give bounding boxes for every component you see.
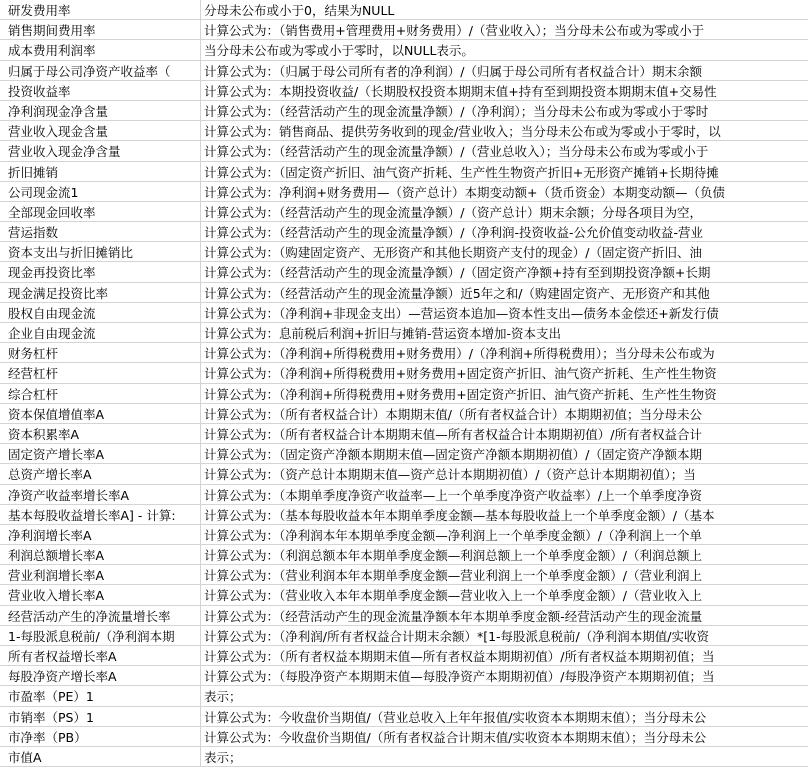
formula-cell[interactable]: 计算公式为：（归属于母公司所有者的净利润）/（归属于母公司所有者权益合计）期末余额 xyxy=(204,63,702,79)
metric-name-cell[interactable]: 综合杠杆 xyxy=(0,384,201,403)
table-row xyxy=(0,141,808,161)
table-row xyxy=(0,283,808,303)
formula-cell[interactable]: 计算公式为：（经营活动产生的现金流量净额）近5年之和/（购建固定资产、无形资产和其他 xyxy=(204,285,710,301)
metric-name-cell[interactable]: 股权自由现金流 xyxy=(0,303,201,322)
table-row xyxy=(0,444,808,464)
table-row xyxy=(0,182,808,202)
metric-name-cell[interactable]: 所有者权益增长率A xyxy=(0,646,201,665)
formula-cell[interactable]: 分母未公布或小于0，结果为NULL xyxy=(204,3,395,18)
formula-cell[interactable]: 计算公式为：（所有者权益合计本期期末值—所有者权益合计本期期初值）/所有者权益合计 xyxy=(204,426,702,442)
metric-name-cell[interactable]: 市净率（PB） xyxy=(0,727,201,746)
metric-name-cell[interactable]: 资本积累率A xyxy=(0,424,201,443)
metric-name-cell[interactable]: 营运指数 xyxy=(0,222,201,241)
table-row xyxy=(0,545,808,565)
formula-cell[interactable]: 计算公式为：（营业收入本年本期单季度金额—营业收入上一个单季度金额）/（营业收入上 xyxy=(204,588,702,604)
formula-cell[interactable]: 计算公式为：今收盘价当期值/（营业总收入上年年报值/实收资本本期期末值）；当分母未公 xyxy=(204,709,707,725)
metric-name-cell[interactable]: 固定资产增长率A xyxy=(0,444,201,463)
metric-name-cell[interactable]: 市盈率（PE）1 xyxy=(0,686,201,705)
formula-cell[interactable]: 计算公式为：（经营活动产生的现金流量净额）/（净利润-投资收益-公允价值变动收益-营业 xyxy=(204,225,703,241)
table-row xyxy=(0,343,808,363)
metric-name-cell[interactable]: 研发费用率 xyxy=(0,0,201,19)
metric-name-cell[interactable]: 营业利润增长率A xyxy=(0,565,201,584)
formula-cell[interactable]: 计算公式为：（经营活动产生的现金流量净额）/（固定资产净额+持有至到期投资净额+长期 xyxy=(204,265,711,281)
formula-cell[interactable]: 计算公式为：（营业利润本年本期单季度金额—营业利润上一个单季度金额）/（营业利润上 xyxy=(204,568,702,584)
metric-name-cell[interactable]: 企业自由现金流 xyxy=(0,323,201,342)
table-row xyxy=(0,222,808,242)
formula-cell[interactable]: 计算公式为：（净利润/所有者权益合计期末余额）*[1-每股派息税前/（净利润本期值/实收资 xyxy=(204,628,709,644)
formula-cell[interactable]: 计算公式为：（销售费用+管理费用+财务费用）/（营业收入）；当分母未公布或为零或小于 xyxy=(204,23,705,39)
formula-cell[interactable]: 当分母未公布或为零或小于零时，以NULL表示。 xyxy=(204,43,474,59)
table-row xyxy=(0,101,808,121)
table-row xyxy=(0,202,808,222)
table-row xyxy=(0,61,808,81)
table-row xyxy=(0,606,808,626)
table-row xyxy=(0,626,808,646)
table-row xyxy=(0,303,808,323)
formula-cell[interactable]: 表示； xyxy=(204,689,242,705)
formula-cell[interactable]: 计算公式为：（固定资产净额本期期末值—固定资产净额本期期初值）/（固定资产净额本期 xyxy=(204,447,702,463)
metric-name-cell[interactable]: 基本每股收益增长率A] - 计算: xyxy=(0,505,201,524)
table-row xyxy=(0,666,808,686)
metric-name-cell[interactable]: 经营杠杆 xyxy=(0,363,201,382)
metric-name-cell[interactable]: 公司现金流1 xyxy=(0,182,201,201)
metric-name-cell[interactable]: 销售期间费用率 xyxy=(0,20,201,39)
table-row xyxy=(0,485,808,505)
table-row xyxy=(0,565,808,585)
formula-cell[interactable]: 计算公式为：（利润总额本年本期单季度金额—利润总额上一个单季度金额）/（利润总额上 xyxy=(204,548,702,564)
metric-name-cell[interactable]: 经营活动产生的净流量增长率 xyxy=(0,606,201,625)
formula-cell[interactable]: 计算公式为：本期投资收益/（长期股权投资本期期末值+持有至到期投资本期期末值+交易性 xyxy=(204,83,717,99)
formula-cell[interactable]: 计算公式为：（固定资产折旧、油气资产折耗、生产性生物资产折旧+无形资产摊销+长期待摊 xyxy=(204,164,719,180)
table-row xyxy=(0,323,808,343)
metric-name-cell[interactable]: 全部现金回收率 xyxy=(0,202,201,221)
metric-name-cell[interactable]: 1-每股派息税前/（净利润本期 xyxy=(0,626,201,645)
formula-cell[interactable]: 计算公式为：（购建固定资产、无形资产和其他长期资产支付的现金）/（固定资产折旧、油 xyxy=(204,245,702,261)
formula-cell[interactable]: 计算公式为：（所有者权益本期期末值—所有者权益本期期初值）/所有者权益本期期初值；当 xyxy=(204,649,715,664)
metric-name-cell[interactable]: 市值A xyxy=(0,747,201,766)
table-row xyxy=(0,505,808,525)
formula-cell[interactable]: 计算公式为：今收盘价当期值/（所有者权益合计期末值/实收资本本期期末值）；当分母未公 xyxy=(204,729,707,745)
formula-cell[interactable]: 计算公式为：（本期单季度净资产收益率—上一个单季度净资产收益率）/上一个单季度净资 xyxy=(204,487,702,503)
formula-cell[interactable]: 计算公式为：（经营活动产生的现金流量净额）/（净利润）；当分母未公布或为零或小于零时 xyxy=(204,103,709,119)
metric-name-cell[interactable]: 营业收入现金净含量 xyxy=(0,141,201,160)
table-row xyxy=(0,686,808,706)
formula-cell[interactable]: 计算公式为：（经营活动产生的现金流量净额）/（资产总计）期末余额；分母各项目为空， xyxy=(204,204,702,220)
formula-cell[interactable]: 计算公式为：（经营活动产生的现金流量净额本年本期单季度金额-经营活动产生的现金流量 xyxy=(204,608,703,624)
table-row xyxy=(0,262,808,282)
metric-name-cell[interactable]: 营业收入增长率A xyxy=(0,585,201,604)
table-row xyxy=(0,646,808,666)
metric-name-cell[interactable]: 财务杠杆 xyxy=(0,343,201,362)
formula-cell[interactable]: 计算公式为：销售商品、提供劳务收到的现金/营业收入；当分母未公布或为零或小于零时，以 xyxy=(204,124,721,140)
table-row xyxy=(0,40,808,60)
formula-cell[interactable]: 计算公式为：净利润+财务费用—（资产总计）本期变动额+（货币资金）本期变动额—（负债 xyxy=(204,184,725,200)
table-row xyxy=(0,525,808,545)
metric-name-cell[interactable]: 资本保值增值率A xyxy=(0,404,201,423)
table-row xyxy=(0,242,808,262)
table-row xyxy=(0,424,808,444)
metric-name-cell[interactable]: 市销率（PS）1 xyxy=(0,707,201,726)
formula-cell[interactable]: 计算公式为：（净利润+所得税费用+财务费用+固定资产折旧、油气资产折耗、生产性生物资 xyxy=(204,386,717,402)
metric-name-cell[interactable]: 现金再投资比率 xyxy=(0,262,201,281)
table-row xyxy=(0,404,808,424)
formula-cell[interactable]: 计算公式为：（净利润+非现金支出）—营运资本追加—资本性支出—债务本金偿还+新发行债 xyxy=(204,305,719,321)
metric-name-cell[interactable]: 净利润增长率A xyxy=(0,525,201,544)
table-row xyxy=(0,727,808,747)
formula-cell[interactable]: 计算公式为：（经营活动产生的现金流量净额）/（营业总收入）；当分母未公布或为零或小于 xyxy=(204,144,709,160)
table-row xyxy=(0,363,808,383)
formula-cell[interactable]: 计算公式为：（净利润+所得税费用+财务费用）/（净利润+所得税费用）；当分母未公布或为 xyxy=(204,346,715,362)
metric-name-cell[interactable]: 净利润现金净含量 xyxy=(0,101,201,120)
formula-cell[interactable]: 计算公式为：（资产总计本期期末值—资产总计本期期初值）/（资产总计本期期初值）；当 xyxy=(204,467,696,483)
table-row xyxy=(0,162,808,182)
metric-name-cell[interactable]: 归属于母公司净资产收益率（ xyxy=(0,61,201,80)
formula-cell[interactable]: 计算公式为：（所有者权益合计）本期期末值/（所有者权益合计）本期期初值；当分母未公 xyxy=(204,406,702,422)
formula-cell[interactable]: 计算公式为：（净利润本年本期单季度金额—净利润上一个单季度金额）/（净利润上一个单 xyxy=(204,527,702,543)
formula-cell[interactable]: 计算公式为：（净利润+所得税费用+财务费用+固定资产折旧、油气资产折耗、生产性生物资 xyxy=(204,366,717,382)
metric-name-cell[interactable]: 现金满足投资比率 xyxy=(0,283,201,302)
table-row xyxy=(0,20,808,40)
metric-name-cell[interactable]: 总资产增长率A xyxy=(0,464,201,483)
table-row xyxy=(0,747,808,767)
metric-name-cell[interactable]: 资本支出与折旧摊销比 xyxy=(0,242,201,261)
table-row xyxy=(0,464,808,484)
metric-name-cell[interactable]: 投资收益率 xyxy=(0,81,201,100)
table-row xyxy=(0,81,808,101)
table-row xyxy=(0,384,808,404)
formula-cell[interactable]: 计算公式为：息前税后利润+折旧与摊销-营运资本增加-资本支出 xyxy=(204,326,561,341)
table-row xyxy=(0,121,808,141)
metric-name-cell[interactable]: 成本费用利润率 xyxy=(0,40,201,59)
metric-name-cell[interactable]: 折旧摊销 xyxy=(0,162,201,181)
formula-cell[interactable]: 表示； xyxy=(204,749,242,765)
formula-cell[interactable]: 计算公式为：（每股净资产本期期末值—每股净资产本期期初值）/每股净资产本期期初值；当 xyxy=(204,669,715,685)
metric-name-cell[interactable]: 净资产收益率增长率A xyxy=(0,485,201,504)
metric-name-cell[interactable]: 营业收入现金含量 xyxy=(0,121,201,140)
metric-name-cell[interactable]: 利润总额增长率A xyxy=(0,545,201,564)
table-row xyxy=(0,0,808,20)
formula-cell[interactable]: 计算公式为：（基本每股收益本年本期单季度金额—基本每股收益上一个单季度金额）/（基本 xyxy=(204,507,715,523)
table-row xyxy=(0,707,808,727)
table-row xyxy=(0,585,808,605)
metric-name-cell[interactable]: 每股净资产增长率A xyxy=(0,666,201,685)
